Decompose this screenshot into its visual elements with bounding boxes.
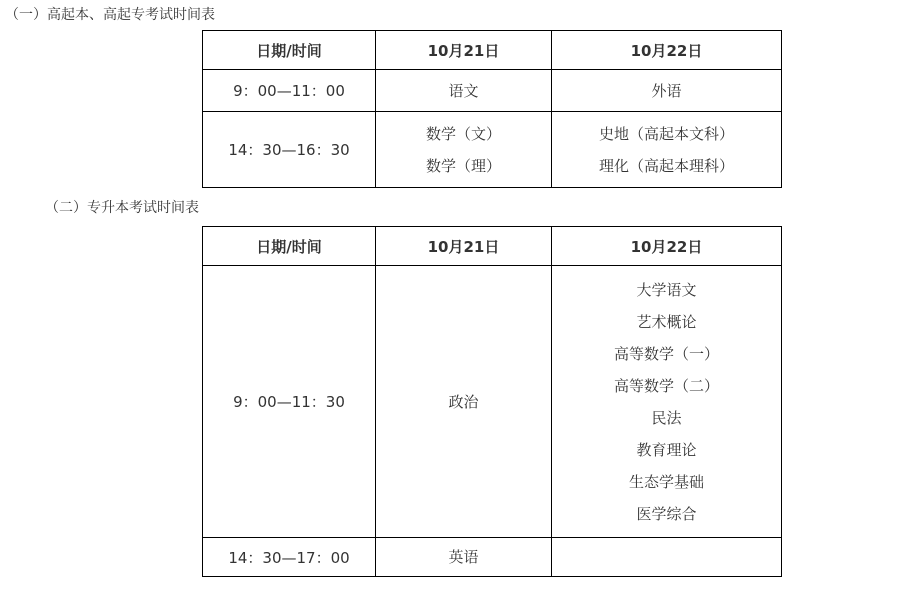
section2-row2-oct21-cell — [376, 538, 552, 577]
subject-line: 理化（高起本理科） — [598, 156, 734, 175]
table-row — [203, 112, 782, 188]
subject-line: 外语 — [651, 81, 682, 100]
subject-line: 大学语文 — [636, 280, 697, 299]
section1-row2-oct21-cell — [376, 112, 552, 188]
section2-row1-time-cell: 9：00—11：30 — [203, 266, 376, 538]
exam-schedule-document — [0, 8, 905, 577]
section2-row2-time-cell: 14：30—17：00 — [203, 538, 376, 577]
section1-row1-oct22-cell — [552, 70, 782, 112]
subject-line: 语文 — [448, 81, 479, 100]
section2-row1-oct21-cell — [376, 266, 552, 538]
section2-row1-oct22-cell — [552, 266, 782, 538]
table-row — [203, 70, 782, 112]
section2-header-date-time: 日期/时间 — [203, 227, 376, 266]
table-row — [203, 266, 782, 538]
subject-line: 政治 — [448, 392, 479, 411]
section2-title: （二）专升本考试时间表 — [45, 200, 199, 216]
subject-line: 史地（高起本文科） — [598, 124, 734, 143]
section1-header-oct21: 10月21日 — [376, 31, 552, 70]
section2-row2-oct22-cell-empty — [552, 538, 782, 577]
subject-line: 民法 — [651, 408, 682, 427]
section2-header-oct21: 10月21日 — [376, 227, 552, 266]
section1-header-oct22: 10月22日 — [552, 31, 782, 70]
subject-line: 高等数学（一） — [613, 344, 719, 363]
subject-line: 数学（文） — [425, 124, 501, 143]
section2-header-row — [203, 227, 782, 266]
subject-line: 教育理论 — [636, 440, 697, 459]
section1-header-row — [203, 31, 782, 70]
section1-row2-time-cell: 14：30—16：30 — [203, 112, 376, 188]
section1-row2-oct22-cell — [552, 112, 782, 188]
table-row — [203, 538, 782, 577]
subject-line: 数学（理） — [425, 156, 501, 175]
section1-header-date-time: 日期/时间 — [203, 31, 376, 70]
subject-line: 英语 — [448, 548, 479, 566]
subject-line: 医学综合 — [636, 504, 697, 523]
subject-line: 高等数学（二） — [613, 376, 719, 395]
subject-line: 艺术概论 — [636, 312, 697, 331]
section1-exam-table — [202, 30, 782, 188]
section1-row1-oct21-cell — [376, 70, 552, 112]
section1-title: （一）高起本、高起专考试时间表 — [5, 7, 215, 23]
section2-header-oct22: 10月22日 — [552, 227, 782, 266]
subject-line: 生态学基础 — [628, 472, 704, 491]
section2-exam-table — [202, 226, 782, 577]
section1-row1-time-cell: 9：00—11：00 — [203, 70, 376, 112]
